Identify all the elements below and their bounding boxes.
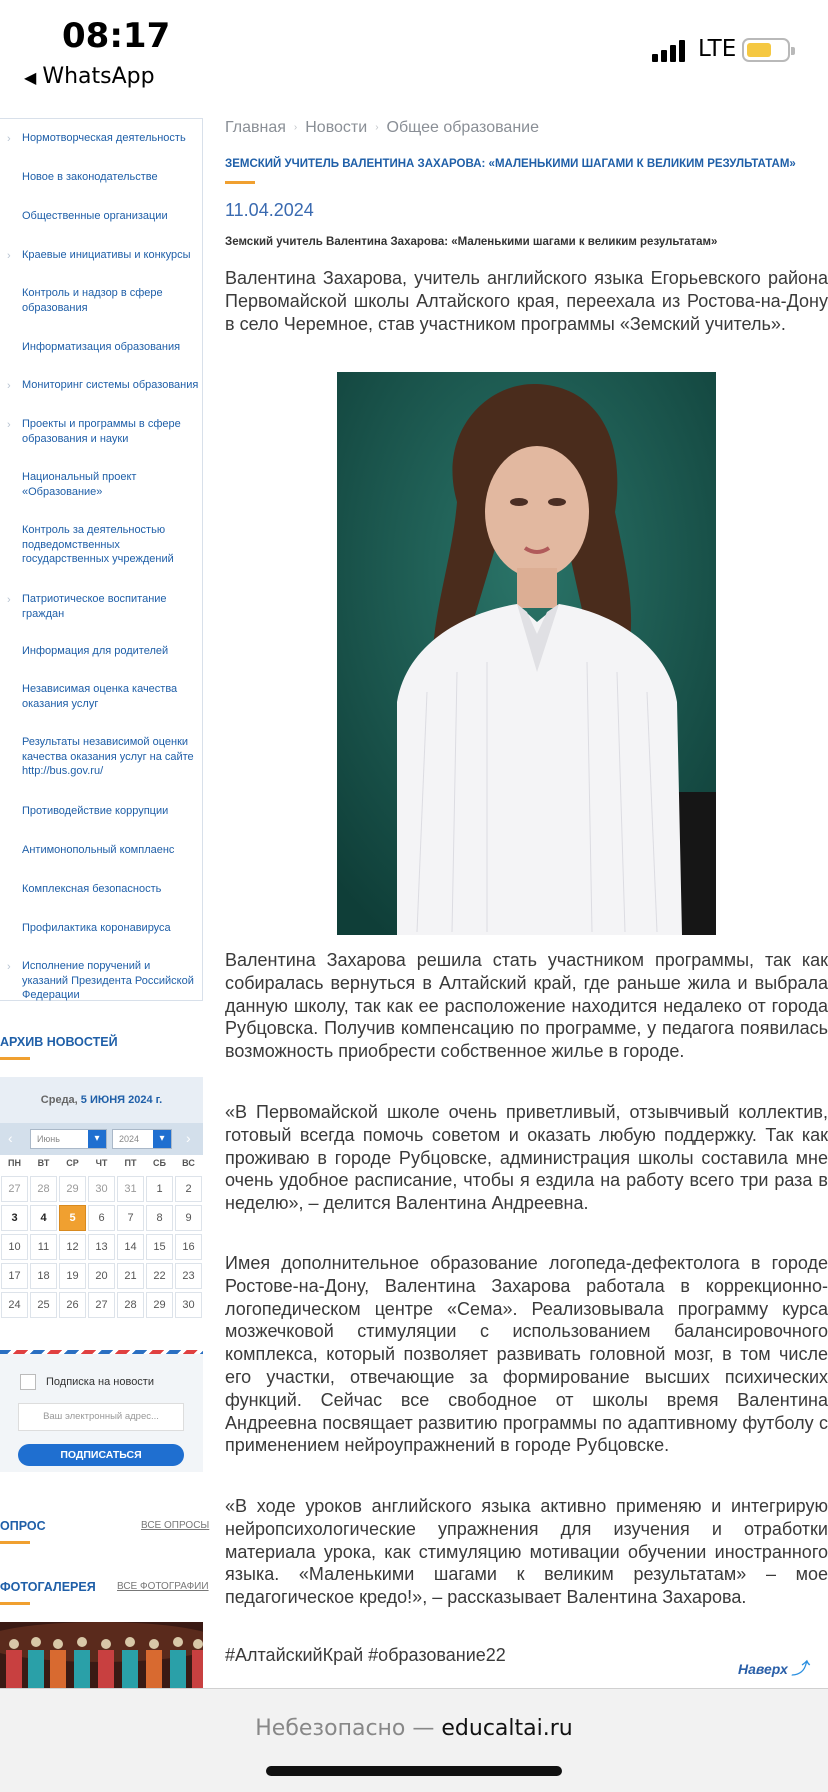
chevron-right-icon: ›: [7, 594, 11, 606]
article-photo: [337, 372, 716, 935]
calendar-day[interactable]: 28: [117, 1292, 144, 1318]
network-label: LTE: [698, 36, 737, 62]
sidebar-menu-item[interactable]: [0, 170, 203, 185]
year-select[interactable]: [112, 1129, 172, 1149]
calendar-day[interactable]: 24: [1, 1292, 28, 1318]
calendar-day[interactable]: 27: [1, 1176, 28, 1202]
poll-underline: [0, 1541, 30, 1544]
calendar-day[interactable]: 11: [30, 1234, 57, 1260]
article-paragraph: Валентина Захарова, учитель английского языка Егорьевского района Первомайской школы Алтайского края, переехала из Ростова-на-Дону в село Черемное, став участником программы «Земский учитель».: [225, 268, 828, 334]
article-headline: ЗЕМСКИЙ УЧИТЕЛЬ ВАЛЕНТИНА ЗАХАРОВА: «МАЛЕНЬКИМИ ШАГАМИ К ВЕЛИКИМ РЕЗУЛЬТАТАМ»: [225, 158, 796, 170]
calendar-weekday-header: СР: [66, 1158, 79, 1168]
calendar-day[interactable]: 15: [146, 1234, 173, 1260]
calendar-day[interactable]: 22: [146, 1263, 173, 1289]
calendar-weekday-header: ПН: [8, 1158, 21, 1168]
calendar-day[interactable]: 7: [117, 1205, 144, 1231]
calendar-weekday: Среда,: [40, 1094, 78, 1106]
chevron-down-icon: ▾: [88, 1130, 106, 1148]
calendar-day[interactable]: 9: [175, 1205, 202, 1231]
calendar-day[interactable]: 21: [117, 1263, 144, 1289]
sidebar-menu-item[interactable]: [0, 209, 203, 224]
sidebar-menu-item[interactable]: [0, 682, 203, 711]
breadcrumb-separator-icon: ›: [293, 122, 298, 133]
sidebar-menu-item[interactable]: [0, 843, 203, 858]
scroll-to-top-button[interactable]: [738, 1656, 808, 1679]
calendar-date-highlight: 5 ИЮНЯ 2024 г.: [80, 1094, 163, 1106]
breadcrumb-general-education[interactable]: Общее образование: [386, 119, 539, 136]
calendar-day[interactable]: 19: [59, 1263, 86, 1289]
calendar-weekday-header: ПТ: [124, 1158, 137, 1168]
sidebar-menu-item-label: Краевые инициативы и конкурсы: [22, 249, 191, 261]
calendar-day[interactable]: 10: [1, 1234, 28, 1260]
hashtags[interactable]: #АлтайскийКрай #образование22: [225, 1645, 506, 1665]
sidebar-menu-item[interactable]: [0, 959, 203, 1003]
email-field[interactable]: Ваш электронный адрес...: [18, 1403, 184, 1431]
calendar-day[interactable]: 29: [59, 1176, 86, 1202]
calendar-day[interactable]: 20: [88, 1263, 115, 1289]
back-app-label: WhatsApp: [42, 64, 155, 89]
article-paragraph: «В Первомайской школе очень приветливый, отзывчивый коллектив, готовый всегда помочь советом и оказать любую поддержку. Так как проживаю в городе Рубцовске, администрация школы составила мне очень удобное расписание, чтобы я ездила на работу всего три раза в неделю», – делится Валентина Андреевна.: [225, 1102, 828, 1214]
status-time: 08:17: [62, 16, 171, 56]
calendar-day[interactable]: 16: [175, 1234, 202, 1260]
sidebar-menu-item[interactable]: [0, 248, 203, 263]
headline-underline: [225, 181, 255, 184]
calendar-day[interactable]: 28: [30, 1176, 57, 1202]
sidebar-menu-item-label: Мониторинг системы образования: [22, 379, 199, 391]
archive-underline: [0, 1057, 30, 1060]
gallery-thumbnail[interactable]: [0, 1622, 203, 1688]
address-bar[interactable]: [0, 1716, 828, 1741]
scroll-to-top-label: Наверх: [738, 1661, 788, 1677]
battery-icon: [742, 38, 790, 62]
gallery-underline: [0, 1602, 30, 1605]
calendar-day[interactable]: 13: [88, 1234, 115, 1260]
home-indicator[interactable]: [266, 1766, 562, 1776]
sidebar-menu-item-label: Профилактика коронавируса: [22, 922, 171, 934]
signal-icon: [652, 38, 688, 62]
calendar-day[interactable]: 3: [1, 1205, 28, 1231]
calendar-day[interactable]: 25: [30, 1292, 57, 1318]
calendar-day[interactable]: 8: [146, 1205, 173, 1231]
sidebar-menu-item-label: Контроль и надзор в сфере образования: [22, 287, 163, 314]
calendar-day[interactable]: 29: [146, 1292, 173, 1318]
sidebar-menu-item[interactable]: [0, 286, 203, 315]
sidebar-menu-item-label: Исполнение поручений и указаний Президента Российской Федерации: [22, 960, 194, 1001]
sidebar-menu-item-label: Новое в законодательстве: [22, 171, 158, 183]
chevron-right-icon: ›: [7, 133, 11, 145]
breadcrumb-separator-icon: ›: [375, 122, 379, 133]
sidebar-menu-item-label: Национальный проект «Образование»: [22, 471, 137, 498]
calendar-day[interactable]: 27: [88, 1292, 115, 1318]
article-paragraph: Валентина Захарова решила стать участником программы, так как собиралась вернуться в Алтайский край, где раньше жила и выбрала данную школу, так как ее расположение находится недалеко от города Рубцовска. Получив компенсацию по программе, у педагога появилась возможность приобрести собственное жилье в городе.: [225, 950, 828, 1062]
sidebar-menu-item[interactable]: [0, 804, 203, 819]
calendar-day[interactable]: 6: [88, 1205, 115, 1231]
calendar-day[interactable]: 18: [30, 1263, 57, 1289]
sidebar-menu-item-label: Контроль за деятельностью подведомственных государственных учреждений: [22, 524, 174, 565]
calendar-day[interactable]: 30: [88, 1176, 115, 1202]
calendar-day[interactable]: 2: [175, 1176, 202, 1202]
breadcrumb-news[interactable]: Новости: [305, 119, 368, 136]
subscribe-button[interactable]: ПОДПИСАТЬСЯ: [18, 1444, 184, 1466]
sidebar-menu-item-label: Информатизация образования: [22, 341, 181, 353]
sidebar-menu-item-label: Проекты и программы в сфере образования и науки: [22, 418, 181, 445]
breadcrumb-home[interactable]: Главная: [225, 119, 286, 136]
sidebar-menu-item[interactable]: [0, 644, 203, 659]
sidebar-menu-item[interactable]: [0, 882, 203, 897]
calendar-day[interactable]: 12: [59, 1234, 86, 1260]
calendar-date: [0, 1077, 203, 1123]
sidebar-menu-item-label: Комплексная безопасность: [22, 883, 162, 895]
sidebar-menu-item[interactable]: [0, 470, 203, 499]
sidebar-menu: [0, 118, 203, 1001]
article-paragraph: «В ходе уроков английского языка активно применяю и интегрирую нейропсихологические упражнения для изучения и отработки материала урока, как стимуляцию мотивации обучении иностранного языка. «Маленькими шагами к великим результатам» – мое педагогическое кредо!», – рассказывает Валентина Захарова.: [225, 1496, 828, 1608]
subscribe-checkbox-label: Подписка на новости: [46, 1376, 154, 1388]
sidebar-menu-item-label: Патриотическое воспитание граждан: [22, 593, 167, 620]
calendar-day[interactable]: 17: [1, 1263, 28, 1289]
calendar-day[interactable]: 4: [30, 1205, 57, 1231]
back-to-app-button[interactable]: [24, 64, 155, 89]
arrow-up-icon: ⤴: [791, 1661, 808, 1678]
sidebar-menu-item[interactable]: [0, 523, 203, 567]
chevron-down-icon: ▾: [153, 1130, 171, 1148]
article-lead: Земский учитель Валентина Захарова: «Маленькими шагами к великим результатам»: [225, 236, 718, 248]
calendar-day[interactable]: 23: [175, 1263, 202, 1289]
chevron-right-icon: ›: [7, 419, 11, 431]
calendar-weekday-header: ВТ: [37, 1158, 50, 1168]
month-select[interactable]: [30, 1129, 107, 1149]
all-polls-link[interactable]: ВСЕ ОПРОСЫ: [141, 1520, 210, 1531]
calendar-weekday-header: СБ: [153, 1158, 166, 1168]
calendar-day[interactable]: 26: [59, 1292, 86, 1318]
breadcrumb: [225, 119, 539, 137]
article-date: 11.04.2024: [225, 200, 314, 220]
month-select-value: Июнь: [37, 1134, 60, 1144]
sidebar-menu-item[interactable]: [0, 340, 203, 355]
calendar-weekday-header: ЧТ: [95, 1158, 108, 1168]
sidebar-menu-item-label: Независимая оценка качества оказания услуг: [22, 683, 178, 710]
sidebar-menu-item-label: Результаты независимой оценки качества оказания услуг на сайте http://bus.gov.ru/: [22, 736, 194, 777]
sidebar-menu-item-label: Противодействие коррупции: [22, 805, 169, 817]
calendar-prev-icon[interactable]: ‹: [8, 1130, 13, 1146]
sidebar-menu-item-label: Антимонопольный комплаенс: [22, 844, 175, 856]
gallery-title: ФОТОГАЛЕРЕЯ: [0, 1580, 96, 1594]
all-photos-link[interactable]: ВСЕ ФОТОГРАФИИ: [117, 1581, 209, 1592]
year-select-value: 2024: [119, 1134, 140, 1144]
sidebar-menu-item[interactable]: [0, 131, 203, 146]
calendar-day[interactable]: 5: [59, 1205, 86, 1231]
back-triangle-icon: ◀: [24, 68, 37, 87]
calendar-weekday-header: ВС: [182, 1158, 195, 1168]
insecure-label: Небезопасно —: [255, 1716, 435, 1741]
sidebar-menu-item[interactable]: [0, 417, 203, 446]
calendar-day[interactable]: 31: [117, 1176, 144, 1202]
article-paragraph: Имея дополнительное образование логопеда-дефектолога в городе Ростове-на-Дону, Валентина Захарова работала в коррекционно-логопедическом центре «Сема». Реализовывала программу курса мозжечковой стимуляции с использованием балансировочного комплекса, который позволяет развивать головной мозг, в том числе его участки, отвечающие за формирование высших психических функций. Сейчас все свободное от школы время Валентина Андреевна посвящает развитию программы по адаптивному футболу с применением нейроупражнений в городе Рубцовске.: [225, 1253, 828, 1456]
sidebar-menu-item[interactable]: [0, 378, 203, 393]
chevron-right-icon: ›: [7, 380, 11, 392]
sidebar-menu-item[interactable]: [0, 735, 203, 779]
calendar-day[interactable]: 1: [146, 1176, 173, 1202]
status-bar: [0, 0, 828, 110]
sidebar-menu-item-label: Нормотворческая деятельность: [22, 132, 186, 144]
sidebar-menu-item[interactable]: [0, 921, 203, 936]
subscribe-checkbox[interactable]: [20, 1374, 36, 1390]
sidebar-menu-item-label: Информация для родителей: [22, 645, 169, 657]
calendar-day[interactable]: 14: [117, 1234, 144, 1260]
poll-title: ОПРОС: [0, 1519, 46, 1533]
chevron-right-icon: ›: [7, 961, 11, 973]
calendar-next-icon[interactable]: ›: [186, 1130, 191, 1146]
calendar-day[interactable]: 30: [175, 1292, 202, 1318]
domain-label: educaltai.ru: [441, 1716, 573, 1741]
sidebar-menu-item[interactable]: [0, 592, 203, 621]
chevron-right-icon: ›: [7, 250, 11, 262]
sidebar-menu-item-label: Общественные организации: [22, 210, 168, 222]
archive-title: АРХИВ НОВОСТЕЙ: [0, 1035, 118, 1049]
